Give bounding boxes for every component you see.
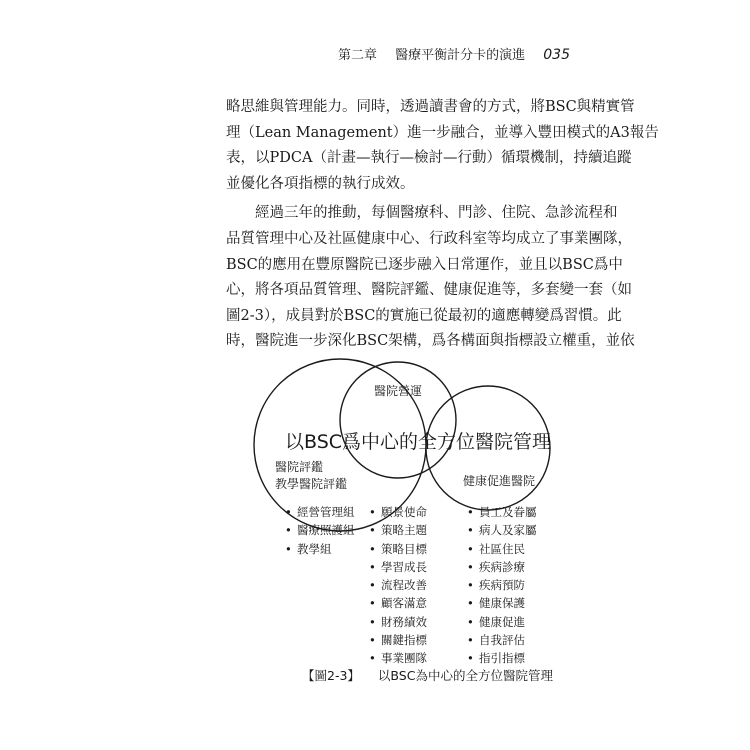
- list-item-label: 健康保護: [479, 596, 525, 611]
- list-item-label: 醫療照護組: [297, 523, 355, 538]
- figure-center-title: 以BSC爲中心的全方位醫院管理: [285, 431, 552, 453]
- text-line-content: 經過三年的推動，每個醫療科、門診、住院、急診流程和: [255, 205, 618, 222]
- list-item: [467, 540, 537, 558]
- text-line: BSC的應用在豐原醫院已逐步融入日常運作，並且以BSC爲中: [226, 256, 623, 273]
- list-item-label: 顧客滿意: [381, 596, 427, 611]
- list-item-label: 經營管理組: [297, 505, 355, 519]
- text-line: 理（Lean Management）進一步融合，並導入豐田模式的A3報告: [226, 124, 659, 141]
- top-circle-label: 醫院營運: [374, 384, 423, 398]
- bullet-icon: •: [467, 578, 474, 593]
- bullet-icon: •: [369, 523, 376, 538]
- bullet-icon: •: [467, 541, 474, 556]
- bullet-icon: •: [467, 505, 474, 519]
- bullet-icon: •: [285, 505, 292, 519]
- list-item-label: 病人及家屬: [479, 523, 537, 538]
- list-item: [285, 521, 355, 539]
- list-item: [369, 613, 427, 631]
- bullet-icon: •: [467, 523, 474, 538]
- caption-text: 以BSC為中心的全方位醫院管理: [377, 668, 553, 683]
- left-circle-label-2: 教學醫院評鑑: [275, 477, 348, 491]
- chapter-title: 醫療平衡計分卡的演進: [395, 48, 526, 63]
- chapter-label: 第二章: [337, 48, 377, 63]
- bullet-icon: •: [467, 651, 474, 666]
- list-item: [369, 558, 427, 576]
- list-item: [467, 613, 537, 631]
- bullet-icon: •: [369, 633, 376, 648]
- list-item-label: 事業團隊: [381, 651, 427, 666]
- right-circle-label: 健康促進醫院: [463, 474, 536, 488]
- list-item-label: 財務績效: [381, 614, 427, 629]
- bullet-icon: •: [369, 559, 376, 574]
- list-item-label: 策略主題: [381, 523, 427, 538]
- list-item-label: 關鍵指標: [381, 633, 427, 648]
- list-item-label: 員工及眷屬: [479, 505, 537, 519]
- list-item: [467, 503, 537, 521]
- list-item: [467, 594, 537, 612]
- list-item-label: 教學組: [297, 541, 332, 556]
- right-item-list: [467, 503, 537, 668]
- top-circle: [340, 362, 456, 478]
- bullet-icon: •: [467, 614, 474, 629]
- bullet-icon: •: [285, 523, 292, 538]
- list-item-label: 自我評估: [479, 633, 525, 648]
- list-item: [369, 540, 427, 558]
- left-circle-label-1: 醫院評鑑: [275, 460, 324, 474]
- bullet-icon: •: [369, 596, 376, 611]
- bullet-icon: •: [369, 651, 376, 666]
- text-line: 並優化各項指標的執行成效。: [226, 175, 415, 192]
- bullet-icon: •: [467, 559, 474, 574]
- bullet-icon: •: [369, 578, 376, 593]
- list-item-label: 疾病診療: [479, 559, 525, 574]
- list-item: [369, 576, 427, 594]
- text-line: 表，以PDCA（計畫—執行—檢討—行動）循環機制，持續追蹤: [226, 150, 632, 167]
- list-item-label: 指引指標: [479, 651, 525, 666]
- list-item-label: 疾病預防: [479, 578, 525, 593]
- text-line: 心，將各項品質管理、醫院評鑑、健康促進等，多套變一套（如: [226, 282, 632, 299]
- bullet-icon: •: [467, 633, 474, 648]
- left-item-list: [285, 503, 355, 558]
- list-item: [467, 521, 537, 539]
- list-item: [285, 503, 355, 521]
- list-item: [369, 521, 427, 539]
- list-item: [285, 540, 355, 558]
- list-item: [467, 558, 537, 576]
- bullet-icon: •: [369, 505, 376, 519]
- list-item-label: 社區住民: [479, 541, 525, 556]
- text-line: 品質管理中心及社區健康中心、行政科室等均成立了事業團隊，: [226, 230, 632, 247]
- text-line: 圖2-3），成員對於BSC的實施已從最初的適應轉變爲習慣。此: [226, 307, 622, 324]
- bullet-icon: •: [369, 541, 376, 556]
- list-item: [369, 503, 427, 521]
- text-line: 略思維與管理能力。同時，透過讀書會的方式，將BSC與精實管: [226, 99, 635, 115]
- bullet-icon: •: [369, 614, 376, 629]
- list-item-label: 健康促進: [479, 614, 525, 629]
- list-item-label: 流程改善: [381, 578, 427, 593]
- list-item: [467, 576, 537, 594]
- list-item: [369, 631, 427, 649]
- figure-caption: [302, 666, 553, 684]
- page-number: 035: [543, 47, 570, 63]
- list-item-label: 願景使命: [381, 505, 427, 519]
- list-item-label: 學習成長: [381, 559, 427, 574]
- list-item-label: 策略目標: [381, 541, 427, 556]
- caption-number: 【圖2-3】: [302, 668, 360, 683]
- list-item: [369, 649, 427, 667]
- text-line: 時，醫院進一步深化BSC架構，爲各構面與指標設立權重，並依: [226, 333, 635, 350]
- bullet-icon: •: [285, 541, 292, 556]
- list-item: [369, 594, 427, 612]
- bullet-icon: •: [467, 596, 474, 611]
- list-item: [467, 631, 537, 649]
- middle-item-list: [369, 503, 427, 668]
- list-item: [467, 649, 537, 667]
